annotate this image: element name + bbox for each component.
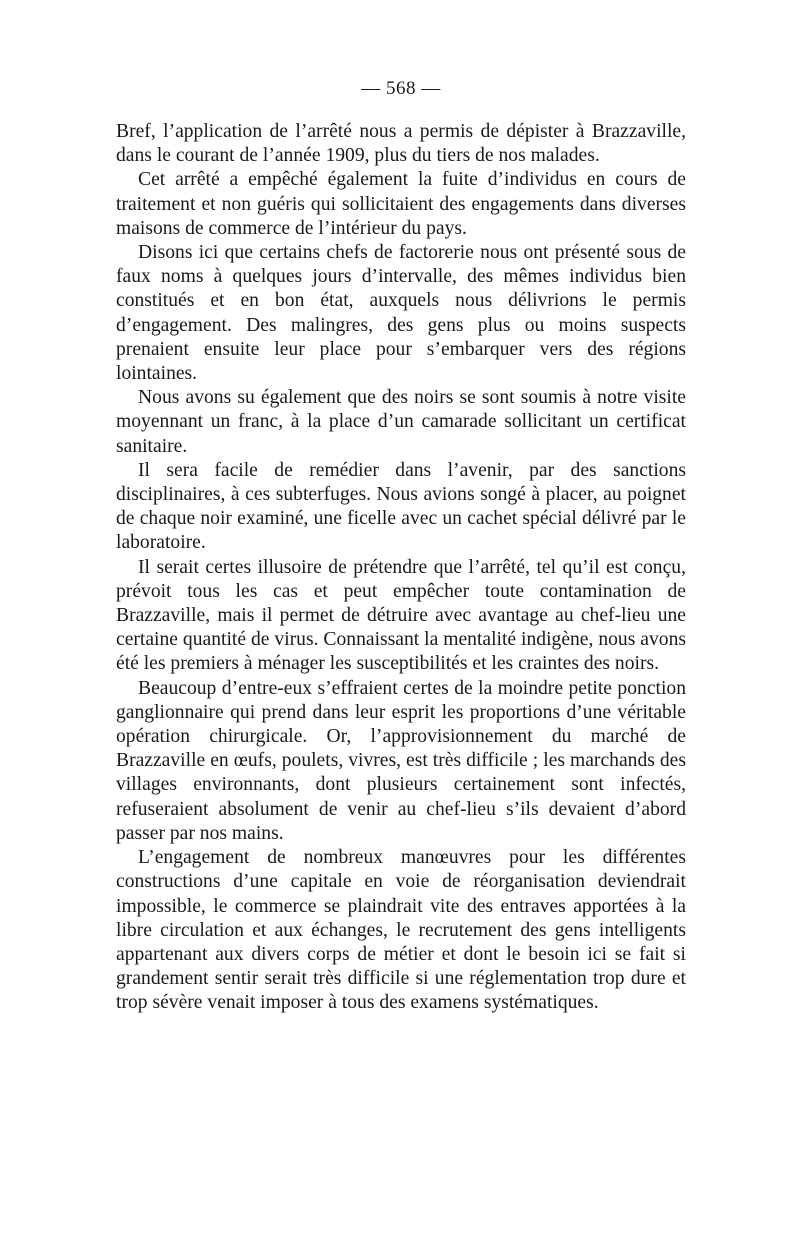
- paragraph-3: Disons ici que certains chefs de factorerie nous ont présenté sous de faux noms à quelques jours d’intervalle, des mêmes individus bien constitués et en bon état, auxquels nous délivrions le permis d’engagement. Des malingres, des gens plus ou moins suspects prenaient ensuite leur place pour s’embarquer vers des régions lointaines.: [116, 242, 686, 385]
- paragraph-7: Beaucoup d’entre-eux s’effraient certes de la moindre petite ponction ganglionnaire qui prend dans leur esprit les proportions d’une véritable opération chirurgicale. Or, l’approvisionnement du marché de Brazzaville en œufs, poulets, vivres, est très difficile ; les marchands des villages environnants, dont plusieurs certainement sont infectés, refuseraient absolument de venir au chef-lieu s’ils devaient d’abord passer par nos mains.: [116, 677, 686, 844]
- paragraph-4: Nous avons su également que des noirs se sont soumis à notre visite moyennant un franc, à la place d’un camarade sollicitant un certificat sanitaire.: [116, 387, 686, 457]
- paragraph-2: Cet arrêté a empêché également la fuite d’individus en cours de traitement et non guéris qui sollicitaient des engagements dans diverses maisons de commerce de l’intérieur du pays.: [116, 169, 686, 239]
- page-number: — 568 —: [361, 78, 441, 99]
- paragraph-6: Il serait certes illusoire de prétendre que l’arrêté, tel qu’il est conçu, prévoit tous les cas et peut empêcher toute contamination de Brazzaville, mais il permet de détruire avec avantage au chef-lieu une certaine quantité de virus. Connaissant la mentalité indigène, nous avons été les premiers à ménager les susceptibilités et les craintes des noirs.: [116, 556, 686, 675]
- paragraph-8: L’engagement de nombreux manœuvres pour les différentes constructions d’une capitale en voie de réorganisation deviendrait impossible, le commerce se plaindrait vite des entraves apportées à la libre circulation et aux échanges, le recrutement des gens intelligents appartenant aux divers corps de métier et dont le besoin ici se fait si grandement sentir serait très difficile si une réglementation trop dure et trop sévère venait imposer à tous des examens systématiques.: [116, 847, 686, 1014]
- paragraph-1: Bref, l’application de l’arrêté nous a permis de dépister à Brazzaville, dans le courant de l’année 1909, plus du tiers de nos malades.: [116, 121, 686, 167]
- paragraph-5: Il sera facile de remédier dans l’avenir, par des sanctions disciplinaires, à ces subterfuges. Nous avions songé à placer, au poignet de chaque noir examiné, une ficelle avec un cachet spécial délivré par le laboratoire.: [116, 459, 686, 554]
- document-page: [116, 78, 686, 1016]
